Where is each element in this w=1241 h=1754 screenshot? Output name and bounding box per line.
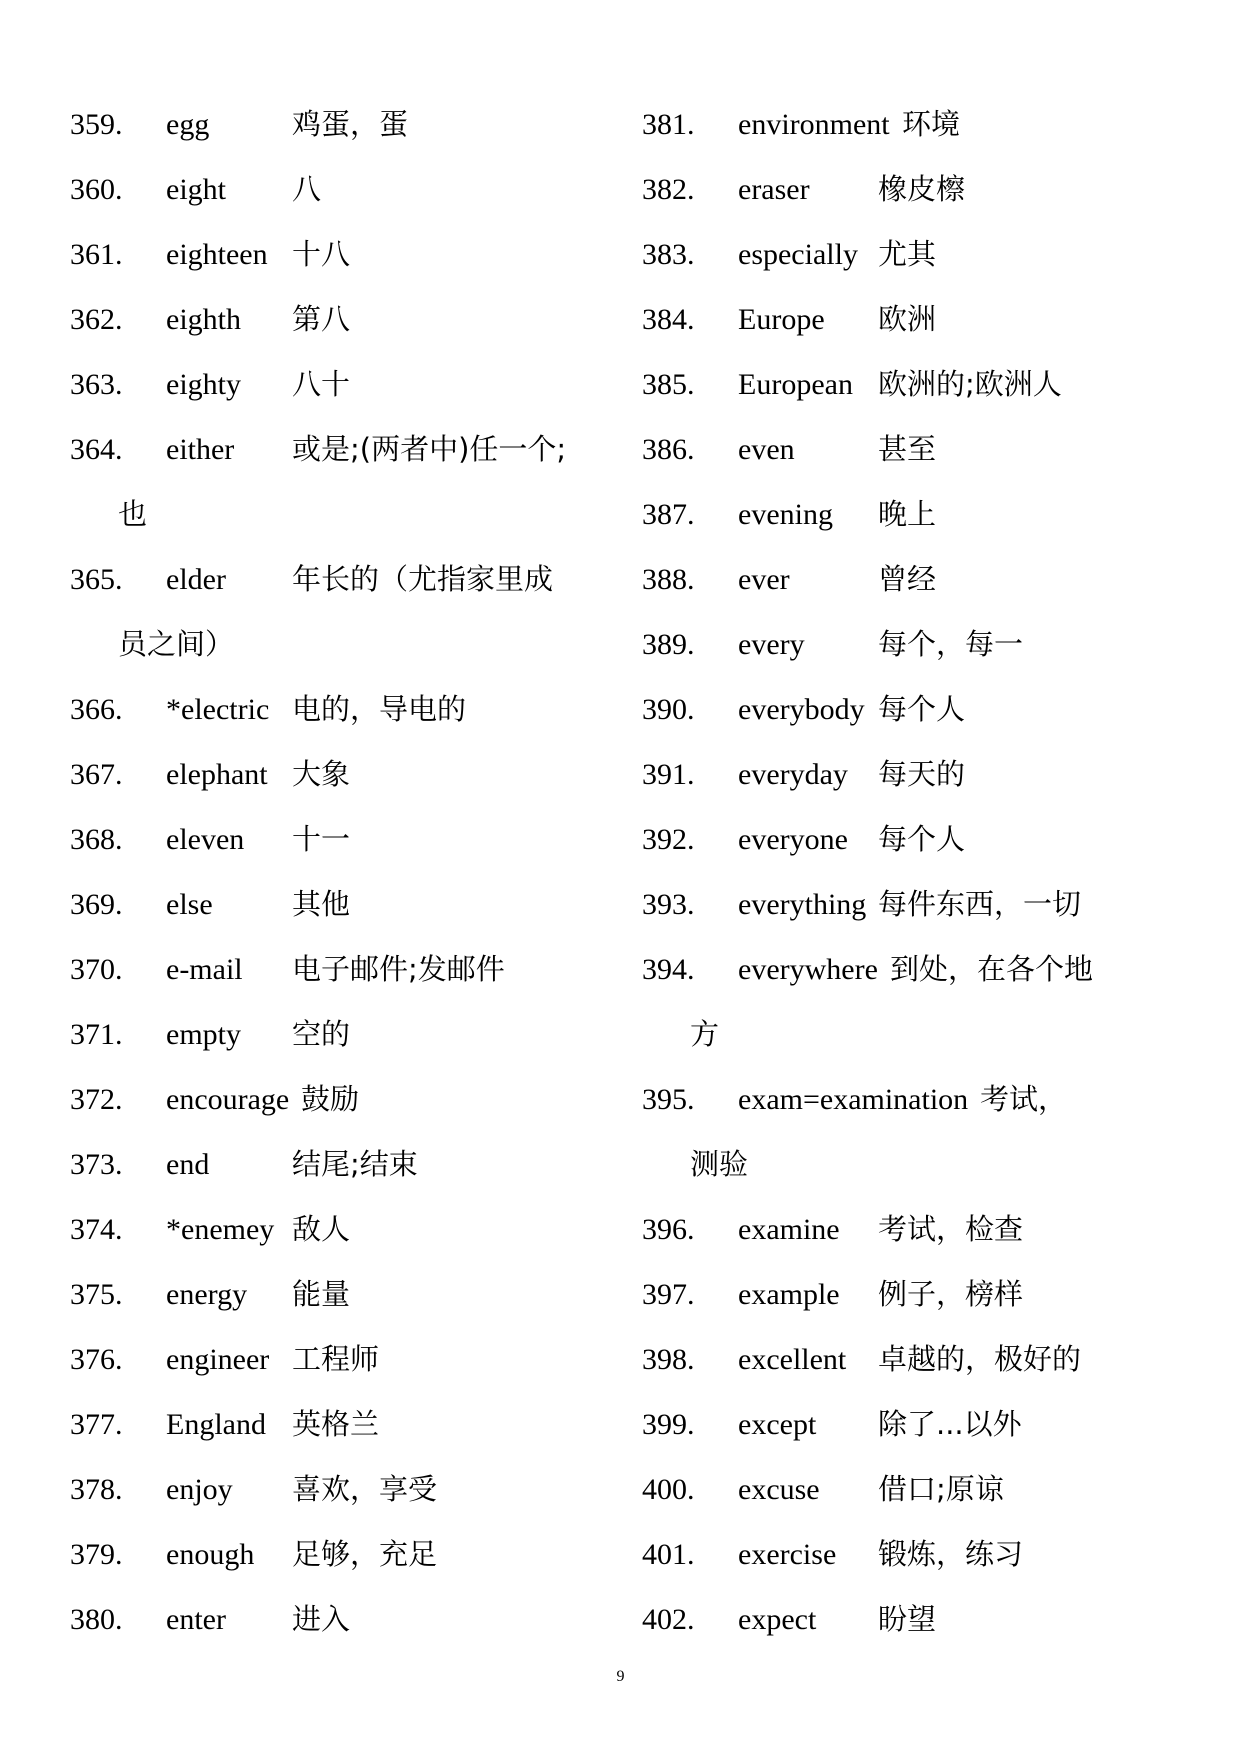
chinese-meaning: 能量 [292,1277,351,1311]
english-word: eight [166,173,226,206]
vocab-entry [642,1262,1202,1327]
vocab-entry [642,482,1202,547]
chinese-meaning: 鼓励 [301,1082,360,1116]
chinese-meaning: 盼望 [878,1602,937,1636]
english-word: European [738,368,853,401]
chinese-meaning: 敌人 [292,1212,351,1246]
vocab-entry [642,352,1202,417]
chinese-meaning: 考试， [980,1082,1068,1116]
entry-number: 378. [70,1473,123,1506]
english-word: e-mail [166,953,243,986]
entry-number: 387. [642,498,695,531]
entry-number: 402. [642,1603,695,1636]
vocab-entry [70,742,610,807]
vocab-entry [642,417,1202,482]
vocab-entry [70,222,610,287]
english-word: everything [738,888,867,921]
entry-number: 375. [70,1278,123,1311]
english-word: every [738,628,805,661]
english-word: eraser [738,173,810,206]
chinese-meaning: 锻炼，练习 [878,1537,1024,1571]
english-word: expect [738,1603,817,1636]
chinese-meaning: 每件东西，一切 [878,887,1082,921]
entry-number: 366. [70,693,123,726]
vocab-entry [642,1067,1202,1132]
entry-number: 367. [70,758,123,791]
english-word: eighteen [166,238,268,271]
english-word: eleven [166,823,245,856]
right-column [642,92,1202,1652]
entry-number: 383. [642,238,695,271]
chinese-meaning: 到处，在各个地 [890,952,1094,986]
vocab-entry [642,872,1202,937]
entry-number: 398. [642,1343,695,1376]
vocab-entry [70,1587,610,1652]
meaning-continuation: 测验 [690,1147,749,1181]
english-word: examine [738,1213,840,1246]
entry-number: 362. [70,303,123,336]
english-word: end [166,1148,210,1181]
chinese-meaning: 或是;(两者中)任一个; [292,432,567,466]
english-word: ever [738,563,790,596]
english-word: else [166,888,213,921]
meaning-continuation: 方 [690,1017,720,1051]
chinese-meaning: 喜欢，享受 [292,1472,438,1506]
vocab-entry [70,417,610,482]
english-word: empty [166,1018,241,1051]
page-number: 9 [616,1668,625,1685]
vocab-entry [70,157,610,222]
vocab-entry [70,937,610,1002]
chinese-meaning: 进入 [292,1602,351,1636]
chinese-meaning: 曾经 [878,562,937,596]
chinese-meaning: 橡皮檫 [878,172,966,206]
english-word: encourage [166,1083,290,1116]
chinese-meaning: 英格兰 [292,1407,380,1441]
chinese-meaning: 除了...以外 [878,1407,1022,1441]
entry-number: 363. [70,368,123,401]
vocab-entry [70,1457,610,1522]
entry-number: 365. [70,563,123,596]
chinese-meaning: 足够，充足 [292,1537,438,1571]
entry-number: 360. [70,173,123,206]
chinese-meaning: 第八 [292,302,351,336]
chinese-meaning: 欧洲的;欧洲人 [878,367,1062,401]
entry-number: 369. [70,888,123,921]
chinese-meaning: 电子邮件;发邮件 [292,952,505,986]
entry-number: 373. [70,1148,123,1181]
chinese-meaning: 借口;原谅 [878,1472,1004,1506]
chinese-meaning: 十八 [292,237,351,271]
english-word: eighth [166,303,241,336]
entry-number: 392. [642,823,695,856]
english-word: Europe [738,303,825,336]
vocab-entry [642,677,1202,742]
vocab-entry [70,1067,610,1132]
english-word: especially [738,238,858,271]
chinese-meaning: 晚上 [878,497,937,531]
chinese-meaning: 每天的 [878,757,966,791]
vocab-entry [642,1392,1202,1457]
entry-number: 384. [642,303,695,336]
entry-number: 385. [642,368,695,401]
vocab-entry [70,677,610,742]
english-word: excellent [738,1343,847,1376]
entry-number: 390. [642,693,695,726]
english-word: excuse [738,1473,820,1506]
chinese-meaning: 环境 [902,107,961,141]
vocab-entry [642,807,1202,872]
entry-number: 381. [642,108,695,141]
vocab-entry [642,222,1202,287]
english-word: everybody [738,693,865,726]
entry-number: 379. [70,1538,123,1571]
chinese-meaning: 每个人 [878,692,966,726]
chinese-meaning: 年长的（尤指家里成 [292,562,554,596]
english-word: except [738,1408,817,1441]
chinese-meaning: 每个人 [878,822,966,856]
entry-number: 377. [70,1408,123,1441]
chinese-meaning: 卓越的，极好的 [878,1342,1082,1376]
entry-number: 386. [642,433,695,466]
english-word: *enemey [166,1213,275,1246]
english-word: enjoy [166,1473,233,1506]
english-word: energy [166,1278,248,1311]
vocab-entry [70,872,610,937]
entry-number: 372. [70,1083,123,1116]
chinese-meaning: 八 [292,172,322,206]
entry-continuation [642,1132,1202,1197]
entry-number: 380. [70,1603,123,1636]
chinese-meaning: 每个，每一 [878,627,1024,661]
entry-number: 393. [642,888,695,921]
english-word: exam=examination [738,1083,969,1116]
chinese-meaning: 其他 [292,887,351,921]
entry-number: 361. [70,238,123,271]
entry-number: 382. [642,173,695,206]
vocab-entry [642,1457,1202,1522]
entry-continuation [642,1002,1202,1067]
vocab-entry [70,287,610,352]
vocab-entry [642,1197,1202,1262]
chinese-meaning: 八十 [292,367,351,401]
vocab-entry [642,1327,1202,1392]
english-word: exercise [738,1538,837,1571]
chinese-meaning: 电的，导电的 [292,692,467,726]
entry-number: 399. [642,1408,695,1441]
english-word: elephant [166,758,268,791]
entry-number: 397. [642,1278,695,1311]
english-word: example [738,1278,840,1311]
vocab-entry [642,287,1202,352]
vocab-entry [70,352,610,417]
entry-continuation [70,612,610,677]
chinese-meaning: 结尾;结束 [292,1147,418,1181]
entry-number: 400. [642,1473,695,1506]
entry-number: 371. [70,1018,123,1051]
entry-number: 395. [642,1083,695,1116]
english-word: enter [166,1603,226,1636]
entry-number: 388. [642,563,695,596]
chinese-meaning: 工程师 [292,1342,380,1376]
vocab-entry [642,742,1202,807]
english-word: evening [738,498,833,531]
english-word: either [166,433,235,466]
vocab-entry [70,1002,610,1067]
english-word: even [738,433,795,466]
vocab-entry [70,547,610,612]
entry-number: 376. [70,1343,123,1376]
vocab-entry [70,1522,610,1587]
vocab-entry [642,547,1202,612]
vocab-entry [642,1587,1202,1652]
vocab-entry [70,807,610,872]
entry-number: 389. [642,628,695,661]
english-word: environment [738,108,890,141]
english-word: everywhere [738,953,878,986]
entry-number: 374. [70,1213,123,1246]
chinese-meaning: 甚至 [878,432,937,466]
vocab-entry [70,1392,610,1457]
english-word: elder [166,563,226,596]
entry-number: 396. [642,1213,695,1246]
vocab-entry [70,1197,610,1262]
vocab-entry [70,1262,610,1327]
vocab-entry [70,1132,610,1197]
chinese-meaning: 大象 [292,757,351,791]
chinese-meaning: 尤其 [878,237,937,271]
english-word: England [166,1408,266,1441]
entry-number: 364. [70,433,123,466]
chinese-meaning: 例子，榜样 [878,1277,1024,1311]
entry-number: 370. [70,953,123,986]
chinese-meaning: 欧洲 [878,302,937,336]
entry-number: 401. [642,1538,695,1571]
english-word: everyone [738,823,848,856]
vocab-entry [70,1327,610,1392]
vocab-entry [642,92,1202,157]
vocab-entry [642,157,1202,222]
vocab-entry [642,937,1202,1002]
vocab-entry [70,92,610,157]
entry-number: 359. [70,108,123,141]
chinese-meaning: 十一 [292,822,351,856]
english-word: *electric [166,693,270,726]
english-word: enough [166,1538,255,1571]
vocab-entry [642,612,1202,677]
left-column [70,92,610,1652]
entry-number: 391. [642,758,695,791]
chinese-meaning: 考试，检查 [878,1212,1024,1246]
entry-continuation [70,482,610,547]
english-word: eighty [166,368,241,401]
meaning-continuation: 员之间） [118,627,235,661]
meaning-continuation: 也 [118,497,148,531]
chinese-meaning: 空的 [292,1017,351,1051]
vocab-entry [642,1522,1202,1587]
english-word: egg [166,108,210,141]
english-word: everyday [738,758,848,791]
chinese-meaning: 鸡蛋，蛋 [292,107,409,141]
entry-number: 368. [70,823,123,856]
english-word: engineer [166,1343,270,1376]
entry-number: 394. [642,953,695,986]
